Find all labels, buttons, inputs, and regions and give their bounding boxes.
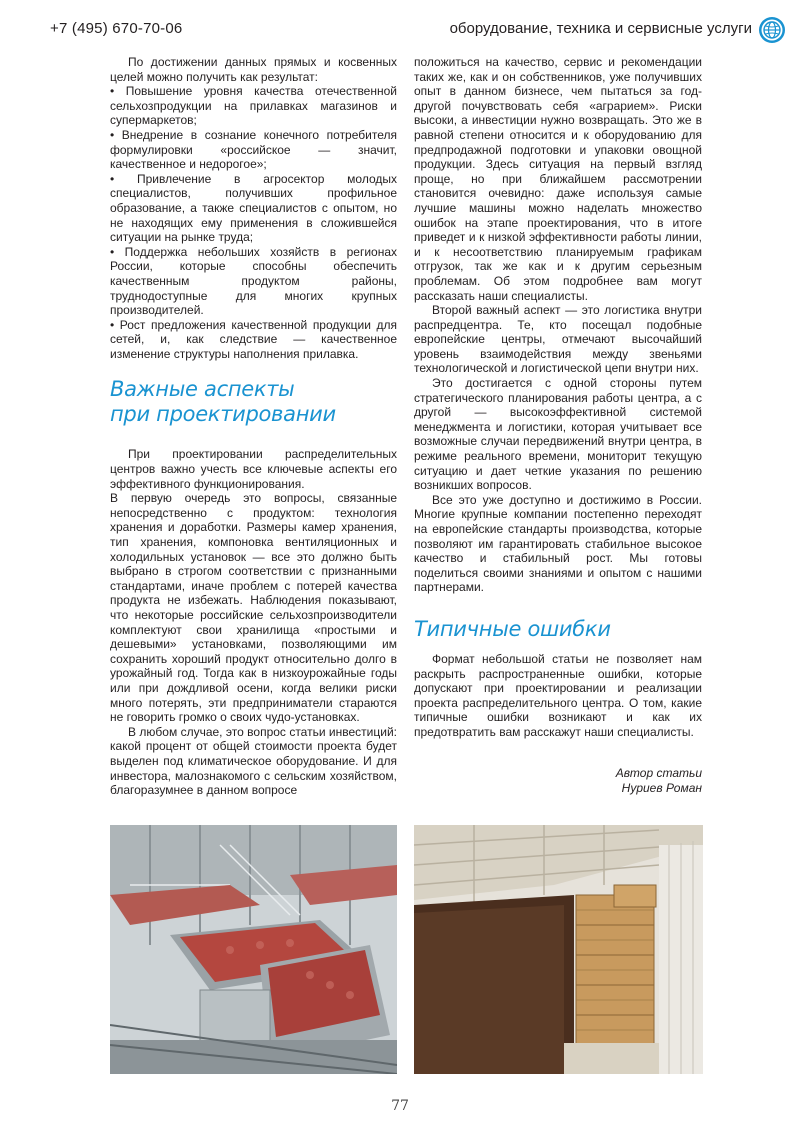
potato-sorting-line-photo [110,825,397,1074]
bullet-item: • Повышение уровня качества отечественной сельхозпродукции на прилавках магазинов и супермаркетов; [110,84,397,128]
paragraph: Все это уже доступно и достижимо в России. Многие крупные компании постепенно переходят на европейские стандарты производства, которые позволяют им гарантировать стабильное высокое качество и стабильный рост. Мы готовы поделиться своими знаниями и опытом с нашими партнерами. [414,492,702,595]
paragraph: При проектировании распределительных центров важно учесть все ключевые аспекты его эффективного функционирования. [110,447,397,491]
header-phone: +7 (495) 670-70-06 [50,20,183,37]
header-tagline: оборудование, техника и сервисные услуги [449,20,752,37]
bullet-item: • Поддержка небольших хозяйств в регионах России, которые способны обеспечить качественным продуктом районы, труднодоступные для многих крупных производителей. [110,244,397,318]
company-globe-logo-icon [758,16,786,44]
paragraph: В любом случае, это вопрос статьи инвестиций: какой процент от общей стоимости проекта будет выделен под климатическое оборудование. И для инвестора, малознакомого с сельским хозяйством, благоразумнее в данном вопросе [110,724,397,798]
page-header [0,0,800,48]
author-label: Автор статьи [615,765,702,780]
paragraph: Формат небольшой статьи не позволяет нам раскрыть распространенные ошибки, которые допускают при проектировании и реализации проекта распределительного центра. О том, какие типичные ошибки возникают и как их предотвратить вам расскажут наши специалисты. [414,651,702,739]
paragraph: Это достигается с одной стороны путем стратегического планирования работы центра, а с другой — высокоэффективной системой менеджмента и логистики, которая учитывает все возможные случаи передвижений внутри центра, в режиме реального времени, мониторит текущую ситуацию и дает четкие указания по решению возникших вопросов. [414,376,702,493]
bullet-item: • Рост предложения качественной продукции для сетей, и, как следствие — качественное изменение структуры наполнения прилавка. [110,317,397,361]
bullet-item: • Внедрение в сознание конечного потребителя формулировки «российское — значит, качественное и недорогое»; [110,127,397,172]
left-column [110,55,397,798]
page-number: 77 [391,1098,409,1114]
author-credit [414,766,702,796]
section-heading-aspects: Важные аспекты при проектировании [110,377,336,427]
section-heading-errors: Типичные ошибки [414,616,611,641]
paragraph: положиться на качество, сервис и рекомендации таких же, как и он собственников, уже получивших опыт в данном бизнесе, чем пытаться за год-другой почувствовать себя «аграрием». Риски высоки, а инвестиции нужно возвращать. Это же в равной степени относится и к оборудованию для предпродажной подготовки и упаковки овощной продукции. Здесь ситуация на первый взгляд проще, но при ближайшем рассмотрении становится очевидно: даже используя самые лучшие машины можно наделать множество ошибок на этапе проектирования, что в итоге приведет и к низкой эффективности работы линии, и к несоответствию планируемым графикам отгрузок, так же как и к другим серьезным проблемам. Об этом подробнее вам могут рассказать наши специалисты. [414,55,702,303]
right-column [414,55,702,796]
storage-warehouse-crates-photo [414,825,703,1074]
intro-paragraph: По достижении данных прямых и косвенных целей можно получить как результат: [110,55,397,84]
author-name: Нуриев Роман [621,780,702,795]
paragraph: Второй важный аспект — это логистика внутри распредцентра. Те, кто посещал подобные европейские центры, отмечают высочайший уровень взаимодействия между звеньями технологической и логистической цепи внутри них. [414,303,702,376]
bullet-item: • Привлечение в агросектор молодых специалистов, получивших профильное образование, а также специалистов с опытом, но не находящих ему применения в сложившейся ситуации на рынке труда; [110,171,397,245]
paragraph: В первую очередь это вопросы, связанные непосредственно с продуктом: технология хранения и доработки. Размеры камер хранения, тип хранения, компоновка вентиляционных и холодильных установок — все это должно быть выбрано в строгом соответствии с признанными стандартами, иначе проблем с потерей качества продукта не избежать. Наблюдения показывают, что некоторые российские сельхозпроизводители комплектуют свои хранилища «простыми и дешевыми» установками, позволяющими им сохранить хороший продукт относительно долго в урожайный год. Тогда как в низкоурожайные годы или при дождливой осени, когда велики риски много потерять, эти предприниматели стараются не говорить громко о своих чудо-установках. [110,491,397,725]
